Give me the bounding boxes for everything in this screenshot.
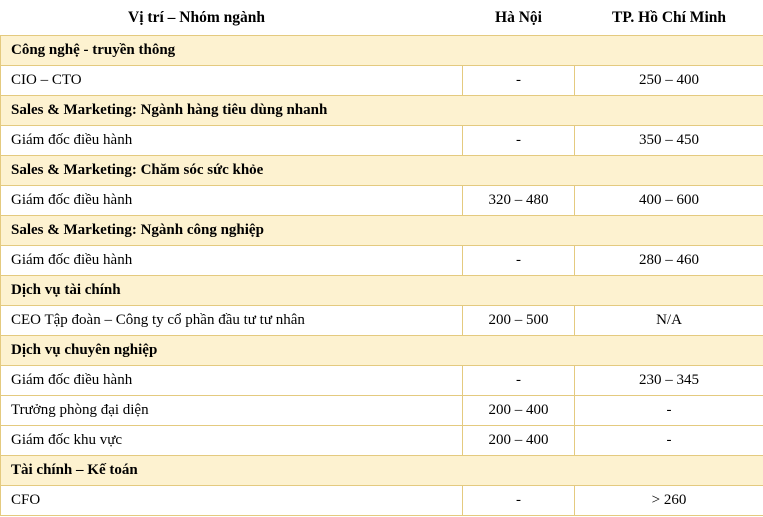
cell-hanoi: - (463, 486, 575, 516)
header-hanoi: Hà Nội (463, 0, 575, 36)
table-row (1, 306, 763, 336)
cell-position: Giám đốc điều hành (1, 246, 463, 276)
table-row (1, 426, 763, 456)
section-header-row (1, 216, 763, 246)
cell-hcm: - (575, 426, 763, 456)
table-row (1, 186, 763, 216)
cell-hcm: 250 – 400 (575, 66, 763, 96)
cell-position: Giám đốc điều hành (1, 186, 463, 216)
cell-hanoi: - (463, 366, 575, 396)
section-title: Dịch vụ chuyên nghiệp (1, 336, 763, 366)
cell-hcm: 280 – 460 (575, 246, 763, 276)
table-body (1, 36, 763, 516)
section-title: Tài chính – Kế toán (1, 456, 763, 486)
cell-hcm: 400 – 600 (575, 186, 763, 216)
section-header-row (1, 96, 763, 126)
cell-hcm: 350 – 450 (575, 126, 763, 156)
cell-hcm: 230 – 345 (575, 366, 763, 396)
cell-hanoi: 200 – 400 (463, 396, 575, 426)
cell-hanoi: - (463, 126, 575, 156)
section-title: Sales & Marketing: Chăm sóc sức khỏe (1, 156, 763, 186)
table-row (1, 366, 763, 396)
cell-position: CEO Tập đoàn – Công ty cổ phần đầu tư tư nhân (1, 306, 463, 336)
cell-position: CFO (1, 486, 463, 516)
table-row (1, 66, 763, 96)
section-title: Công nghệ - truyền thông (1, 36, 763, 66)
section-header-row (1, 36, 763, 66)
cell-position: Giám đốc điều hành (1, 366, 463, 396)
table-row (1, 486, 763, 516)
header-hcm: TP. Hồ Chí Minh (575, 0, 763, 36)
section-header-row (1, 456, 763, 486)
table-row (1, 396, 763, 426)
cell-hanoi: 320 – 480 (463, 186, 575, 216)
cell-hanoi: - (463, 246, 575, 276)
cell-hanoi: 200 – 500 (463, 306, 575, 336)
section-title: Sales & Marketing: Ngành hàng tiêu dùng nhanh (1, 96, 763, 126)
table-row (1, 126, 763, 156)
cell-hcm: N/A (575, 306, 763, 336)
section-title: Sales & Marketing: Ngành công nghiệp (1, 216, 763, 246)
cell-position: Giám đốc khu vực (1, 426, 463, 456)
section-header-row (1, 276, 763, 306)
table-header-row (1, 0, 763, 36)
cell-hcm: > 260 (575, 486, 763, 516)
cell-hcm: - (575, 396, 763, 426)
cell-position: Trưởng phòng đại diện (1, 396, 463, 426)
cell-position: CIO – CTO (1, 66, 463, 96)
cell-position: Giám đốc điều hành (1, 126, 463, 156)
section-header-row (1, 336, 763, 366)
section-header-row (1, 156, 763, 186)
cell-hanoi: 200 – 400 (463, 426, 575, 456)
section-title: Dịch vụ tài chính (1, 276, 763, 306)
header-position: Vị trí – Nhóm ngành (1, 0, 463, 36)
cell-hanoi: - (463, 66, 575, 96)
table-row (1, 246, 763, 276)
